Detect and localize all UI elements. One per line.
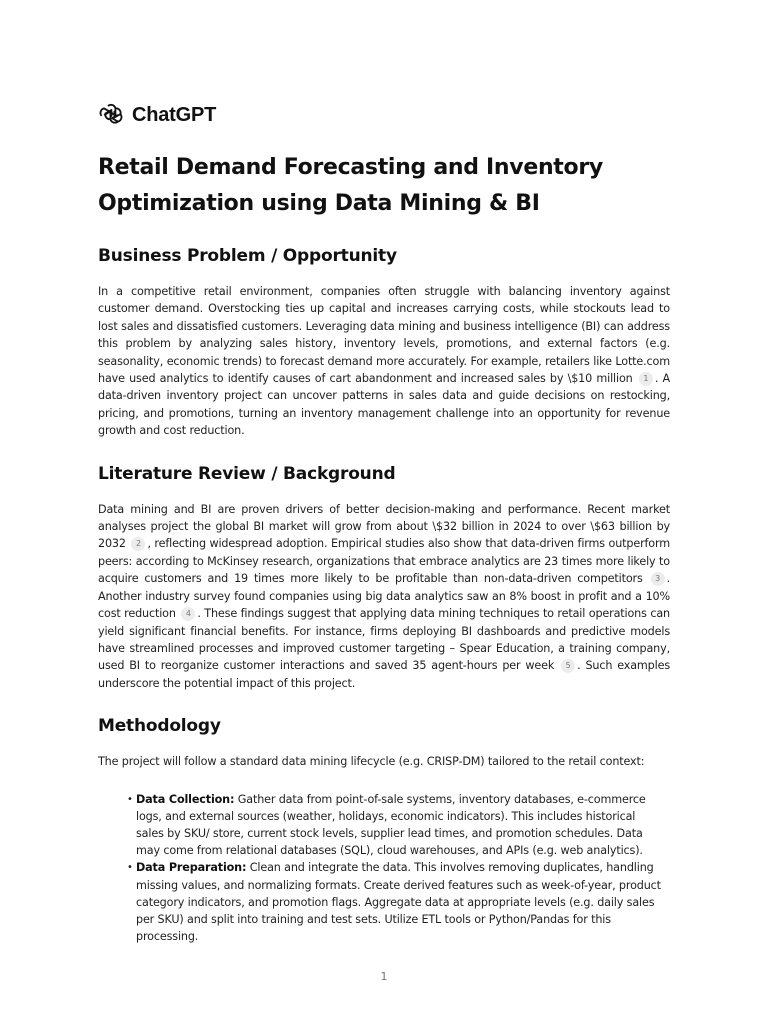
paragraph-text: Data mining and BI are proven drivers of better decision-making and performance. Recent market analyses project the global BI market will grow from about \$32 billion in 2024 to over \$63 billion by 2032: [98, 502, 670, 551]
section-heading-literature: Literature Review / Background: [98, 463, 396, 484]
document-page: [98, 100, 670, 945]
citation-badge[interactable]: 2: [131, 537, 145, 551]
methodology-list: [98, 791, 663, 946]
document-title: Retail Demand Forecasting and Inventory Optimization using Data Mining & BI: [98, 155, 603, 216]
openai-knot-icon: [98, 102, 124, 128]
paragraph-text: , reflecting widespread adoption. Empirical studies also show that data-driven firms outperform peers: according to McKinsey research, organizations that embrace analytics are 23 times more likely to acquire customers and 19 times more likely to be profitable than non-data-driven competitors: [98, 537, 670, 586]
brand-header: [98, 100, 670, 130]
paragraph-text: . Such examples underscore the potential impact of this project.: [98, 659, 671, 690]
brand-name: ChatGPT: [132, 103, 217, 126]
citation-badge[interactable]: 1: [639, 372, 653, 386]
paragraph-business: [98, 283, 670, 440]
list-item-text: Gather data from point-of-sale systems, inventory databases, e-commerce logs, and external sources (weather, holidays, economic indicators). This includes historical sales by SKU/ store, current stock levels, supplier lead times, and promotion schedules. Data may come from relational databases (SQL), cloud warehouses, and APIs (e.g. web analytics).: [136, 792, 646, 858]
list-item: [128, 791, 663, 860]
list-item-label: Data Collection:: [136, 792, 235, 806]
page-number: 1: [380, 970, 388, 983]
paragraph-text: . These findings suggest that applying data mining techniques to retail operations can yield significant financial benefits. For instance, firms deploying BI dashboards and predictive models have streamlined processes and improved customer targeting – Spear Education, a training company, used BI to reorganize customer interactions and saved 35 agent-hours per week: [98, 607, 670, 673]
list-item: [128, 859, 663, 945]
paragraph-methodology-intro: The project will follow a standard data mining lifecycle (e.g. CRISP-DM) tailored to the retail context:: [98, 755, 645, 769]
section-heading-methodology: Methodology: [98, 716, 221, 737]
list-item-text: Clean and integrate the data. This involves removing duplicates, handling missing values, and normalizing formats. Create derived features such as week-of-year, product category indicators, and promotion flags. Aggregate data at appropriate levels (e.g. daily sales per SKU) and split into training and test sets. Utilize ETL tools or Python/Pandas for this processing.: [136, 861, 661, 944]
list-item-label: Data Preparation:: [136, 861, 247, 875]
paragraph-text: . Another industry survey found companies using big data analytics saw an 8% boost in profit and a 10% cost reduction: [98, 572, 671, 621]
paragraph-text: In a competitive retail environment, companies often struggle with balancing inventory against customer demand. Overstocking ties up capital and increases carrying costs, while stockouts lead to lost sales and dissatisfied customers. Leveraging data mining and business intelligence (BI) can address this problem by analyzing sales history, inventory levels, promotions, and external factors (e.g. seasonality, economic trends) to forecast demand more accurately. For example, retailers like Lotte.com have used analytics to identify causes of cart abandonment and increased sales by \$10 million: [98, 285, 670, 386]
citation-badge[interactable]: 5: [561, 659, 575, 673]
citation-badge[interactable]: 4: [181, 607, 195, 621]
section-heading-business: Business Problem / Opportunity: [98, 246, 397, 266]
paragraph-literature: [98, 501, 670, 692]
paragraph-text: . A data-driven inventory project can uncover patterns in sales data and guide decisions on restocking, pricing, and promotions, turning an inventory management challenge into an opportunity for revenue growth and cost reduction.: [98, 372, 670, 438]
citation-badge[interactable]: 3: [651, 572, 665, 586]
